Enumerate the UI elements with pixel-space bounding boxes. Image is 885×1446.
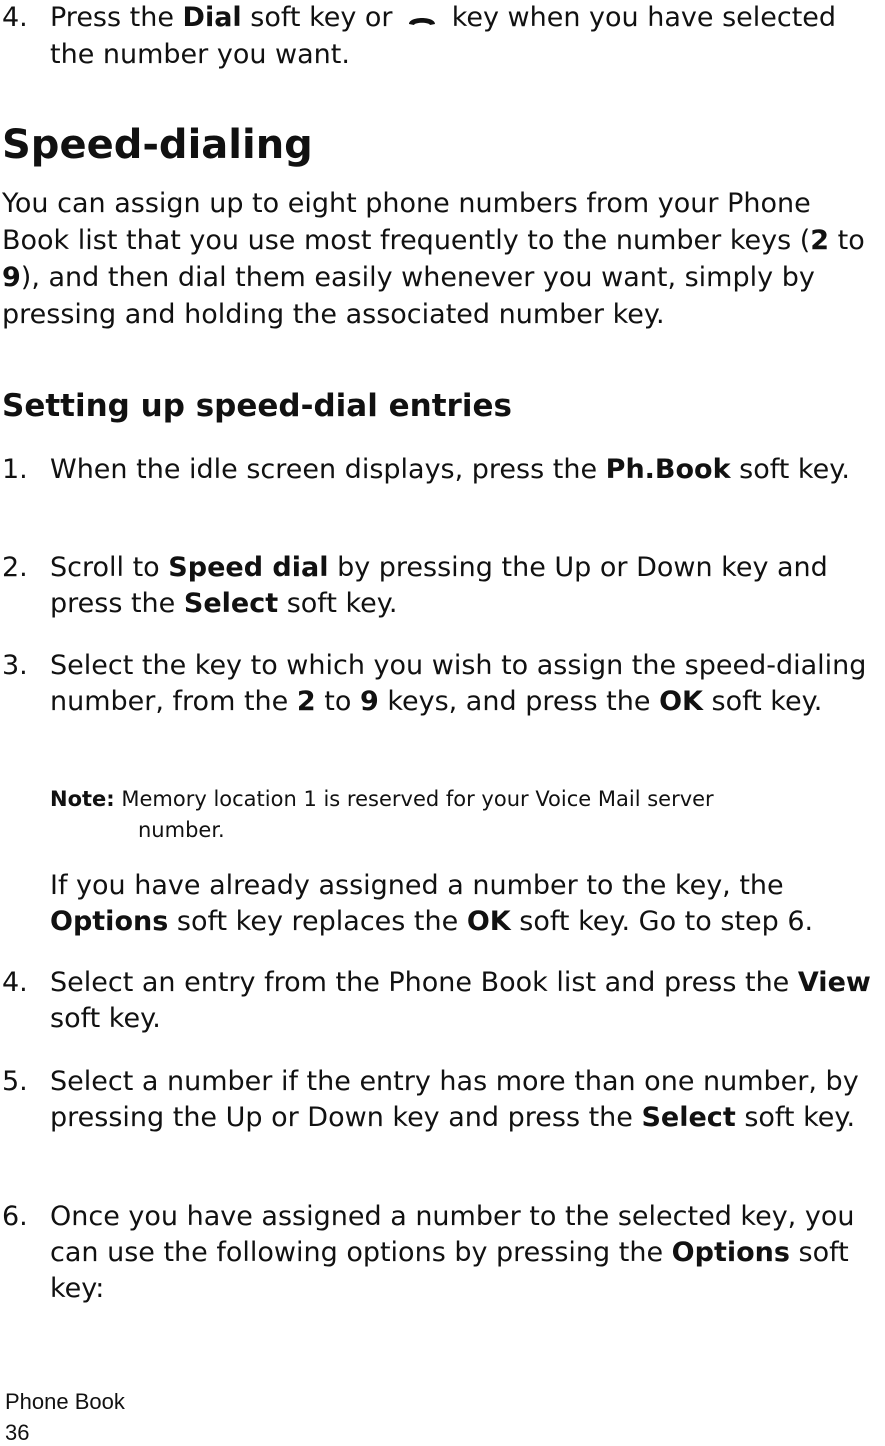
text-run: soft key or xyxy=(241,2,402,33)
text-run: soft key replaces the xyxy=(168,906,467,937)
text-run: When the idle screen displays, press the xyxy=(50,454,606,485)
text-run: soft key. xyxy=(50,1003,161,1034)
key-2: 2 xyxy=(810,225,830,256)
text-run: soft key: xyxy=(50,1237,849,1304)
key-name-ok: OK xyxy=(659,686,703,717)
intro-paragraph xyxy=(2,185,883,333)
text-run: Select a number if the entry has more than one number, by pressing the Up or Down key and press the xyxy=(50,1066,859,1133)
heading-speed-dialing: Speed-dialing xyxy=(2,122,313,168)
text-run: by pressing the Up or Down key and press the xyxy=(50,552,828,619)
step-text xyxy=(50,648,883,720)
key-name-phbook: Ph.Book xyxy=(605,454,731,485)
note-memory-location xyxy=(50,784,883,846)
key-9: 9 xyxy=(2,262,21,293)
text-run: You can assign up to eight phone numbers from your Phone Book list that you use most frequently to the number keys ( xyxy=(2,188,811,256)
step-number: 1. xyxy=(2,454,28,485)
step-text xyxy=(50,965,883,1037)
text-run: Press the xyxy=(50,2,183,33)
footer-section-name: Phone Book xyxy=(5,1389,125,1414)
text-run: soft key. xyxy=(702,686,823,717)
key-name-ok: OK xyxy=(466,906,511,937)
key-name-options: Options xyxy=(671,1237,790,1268)
step-number: 3. xyxy=(2,650,28,681)
text-run: ), and then dial them easily whenever you want, simply by pressing and holding the associated number key. xyxy=(2,262,815,330)
text-run: soft key. Go to step 6. xyxy=(510,906,814,937)
footer-page-number: 36 xyxy=(5,1420,30,1445)
step-text xyxy=(50,1199,883,1307)
note-text: Memory location 1 is reserved for your Voice Mail server xyxy=(114,787,714,811)
text-run: to xyxy=(315,686,360,717)
text-run: to xyxy=(829,225,865,256)
text-run: Scroll to xyxy=(50,552,169,583)
note-label: Note: xyxy=(50,787,115,811)
step-text xyxy=(50,0,883,73)
text-run: If you have already assigned a number to the key, the xyxy=(50,870,784,901)
note-text-continued: number. xyxy=(138,818,225,842)
text-run: soft key. xyxy=(278,588,398,619)
key-name-dial: Dial xyxy=(182,2,242,33)
heading-setting-up: Setting up speed-dial entries xyxy=(2,388,512,424)
text-run: Once you have assigned a number to the selected key, you can use the following options by pressing the xyxy=(50,1201,855,1268)
menu-speed-dial: Speed dial xyxy=(168,552,329,583)
key-name-options: Options xyxy=(50,906,169,937)
text-run: Select an entry from the Phone Book list and press the xyxy=(50,967,798,998)
step-number: 4. xyxy=(2,967,28,998)
text-run: Select the key to which you wish to assign the speed-dialing number, from the xyxy=(50,650,867,717)
step-text xyxy=(50,868,883,940)
step-number: 4. xyxy=(2,2,28,33)
text-run: key when you have selected the number you want. xyxy=(50,2,837,70)
key-name-select: Select xyxy=(183,588,279,619)
send-key-icon xyxy=(407,1,437,37)
text-run: keys, and press the xyxy=(378,686,660,717)
key-name-select: Select xyxy=(641,1102,736,1133)
text-run: soft key. xyxy=(730,454,850,485)
step-number: 6. xyxy=(2,1201,28,1232)
step-number: 5. xyxy=(2,1066,28,1097)
key-2: 2 xyxy=(296,686,316,717)
step-text xyxy=(50,452,883,488)
key-9: 9 xyxy=(359,686,379,717)
key-name-view: View xyxy=(797,967,871,998)
step-number: 2. xyxy=(2,552,28,583)
step-text xyxy=(50,1064,883,1136)
step-text xyxy=(50,550,883,622)
text-run: soft key. xyxy=(735,1102,856,1133)
